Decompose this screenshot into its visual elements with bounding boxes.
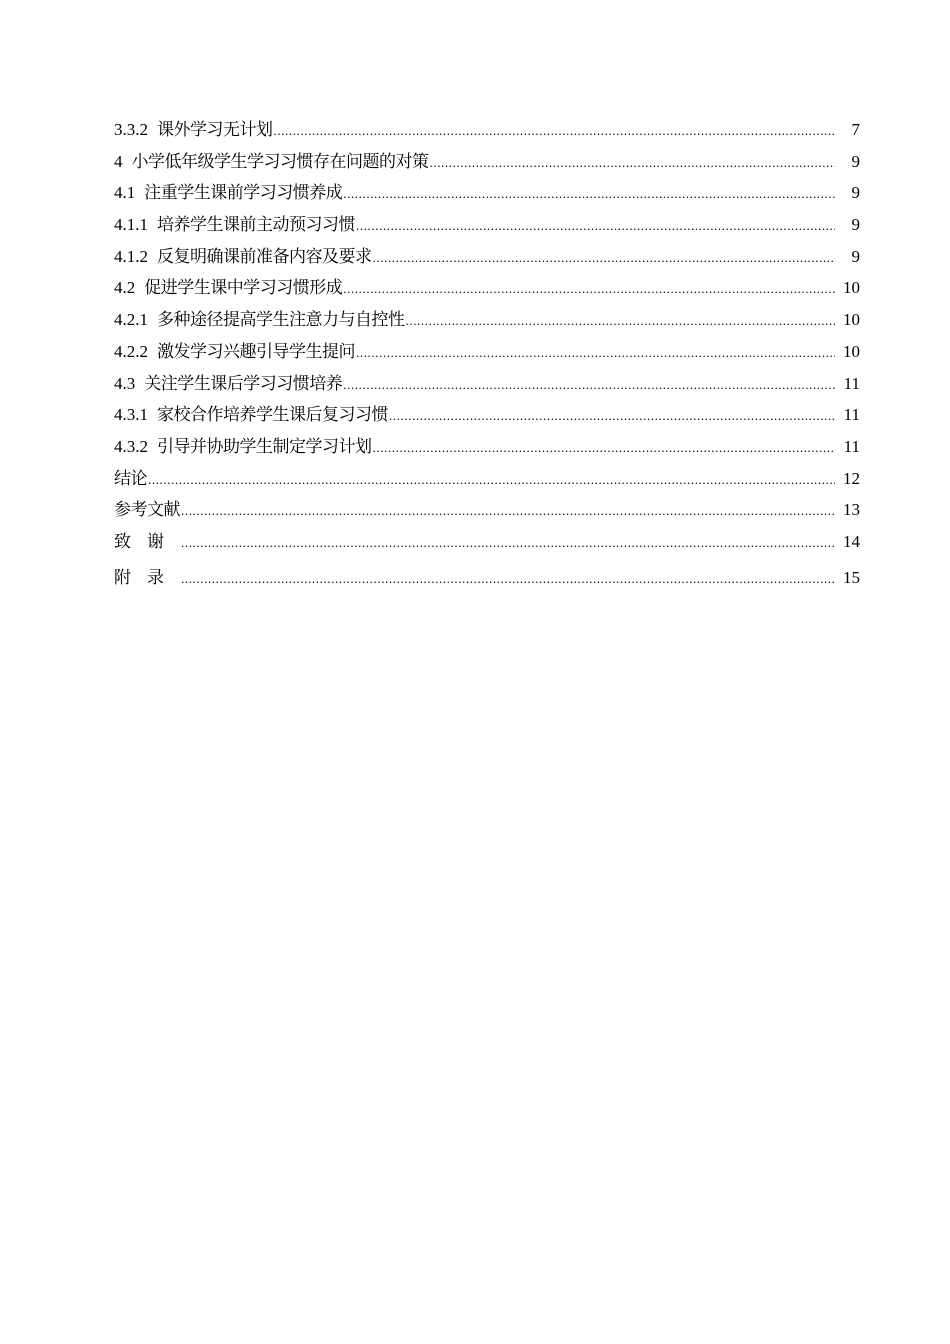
toc-dot-leader xyxy=(181,563,835,595)
toc-entry-title: 参考文献 xyxy=(114,500,180,521)
toc-entry-page: 9 xyxy=(851,183,860,203)
toc-dot-leader xyxy=(373,242,836,274)
toc-dot-leader xyxy=(343,273,835,305)
toc-entry-references[interactable] xyxy=(114,494,860,526)
toc-entry-title: 小学低年级学生学习习惯存在问题的对策 xyxy=(131,151,429,172)
toc-entry-3-3-2[interactable] xyxy=(114,114,860,146)
toc-dot-leader xyxy=(373,432,836,464)
toc-dot-leader xyxy=(406,305,836,337)
toc-entry-number: 4.1.1 xyxy=(114,215,148,235)
toc-entry-page: 14 xyxy=(843,531,860,551)
toc-entry-number: 4.3.2 xyxy=(114,436,148,456)
toc-entry-page: 9 xyxy=(851,215,860,235)
toc-dot-leader xyxy=(343,178,835,210)
toc-entry-conclusion[interactable] xyxy=(114,463,860,495)
toc-entry-page: 9 xyxy=(851,246,860,266)
toc-entry-title: 培养学生课前主动预习习惯 xyxy=(157,215,355,236)
toc-entry-page: 11 xyxy=(843,373,860,393)
toc-dot-leader xyxy=(181,495,835,527)
toc-entry-4-3[interactable] xyxy=(114,368,860,400)
toc-entry-title: 课外学习无计划 xyxy=(157,120,273,140)
toc-dot-leader xyxy=(356,337,835,369)
table-of-contents xyxy=(114,114,860,593)
toc-entry-title: 多种途径提高学生注意力与自控性 xyxy=(157,310,405,331)
toc-entry-title: 反复明确课前准备内容及要求 xyxy=(157,246,372,267)
toc-dot-leader xyxy=(274,115,836,147)
toc-dot-leader xyxy=(356,210,835,242)
toc-entry-page: 10 xyxy=(843,341,860,361)
toc-entry-title: 附录 xyxy=(114,567,180,588)
toc-entry-4-3-1[interactable] xyxy=(114,399,860,431)
toc-entry-title: 引导并协助学生制定学习计划 xyxy=(157,436,372,457)
toc-entry-4-3-2[interactable] xyxy=(114,431,860,463)
toc-entry-page: 10 xyxy=(843,278,860,298)
toc-dot-leader xyxy=(181,527,835,559)
toc-dot-leader xyxy=(343,369,835,401)
toc-entry-appendix[interactable] xyxy=(114,562,860,594)
toc-entry-4[interactable] xyxy=(114,146,860,178)
toc-entry-4-2-1[interactable] xyxy=(114,304,860,336)
toc-entry-page: 12 xyxy=(843,468,860,488)
toc-entry-page: 10 xyxy=(843,310,860,330)
toc-entry-title: 激发学习兴趣引导学生提问 xyxy=(157,341,355,362)
toc-entry-number: 3.3.2 xyxy=(114,120,148,139)
toc-entry-title: 致谢 xyxy=(114,531,180,552)
toc-entry-number: 4.3 xyxy=(114,373,136,393)
toc-dot-leader xyxy=(148,464,835,496)
toc-dot-leader xyxy=(389,400,835,432)
toc-entry-page: 11 xyxy=(843,405,860,425)
toc-entry-number: 4.1 xyxy=(114,183,136,203)
toc-entry-4-1-2[interactable] xyxy=(114,241,860,273)
toc-entry-4-1-1[interactable] xyxy=(114,209,860,241)
toc-entry-number: 4.3.1 xyxy=(114,405,148,425)
toc-entry-title: 关注学生课后学习习惯培养 xyxy=(144,373,343,394)
toc-entry-number: 4.2 xyxy=(114,278,136,298)
toc-entry-title: 结论 xyxy=(114,468,147,489)
toc-dot-leader xyxy=(430,147,836,179)
toc-entry-page: 7 xyxy=(851,120,860,139)
toc-entry-page: 13 xyxy=(843,500,860,520)
toc-entry-4-1[interactable] xyxy=(114,177,860,209)
toc-entry-title: 家校合作培养学生课后复习习惯 xyxy=(157,405,388,426)
toc-entry-4-2[interactable] xyxy=(114,272,860,304)
toc-entry-page: 11 xyxy=(843,436,860,456)
toc-entry-title: 促进学生课中学习习惯形成 xyxy=(144,278,343,299)
toc-entry-title: 注重学生课前学习习惯养成 xyxy=(144,183,343,204)
toc-entry-page: 15 xyxy=(843,567,860,587)
toc-entry-number: 4 xyxy=(114,151,123,171)
toc-entry-number: 4.2.2 xyxy=(114,341,148,361)
toc-entry-page: 9 xyxy=(851,151,860,171)
toc-entry-acknowledgements[interactable] xyxy=(114,526,860,558)
toc-entry-4-2-2[interactable] xyxy=(114,336,860,368)
toc-entry-number: 4.2.1 xyxy=(114,310,148,330)
toc-entry-number: 4.1.2 xyxy=(114,246,148,266)
